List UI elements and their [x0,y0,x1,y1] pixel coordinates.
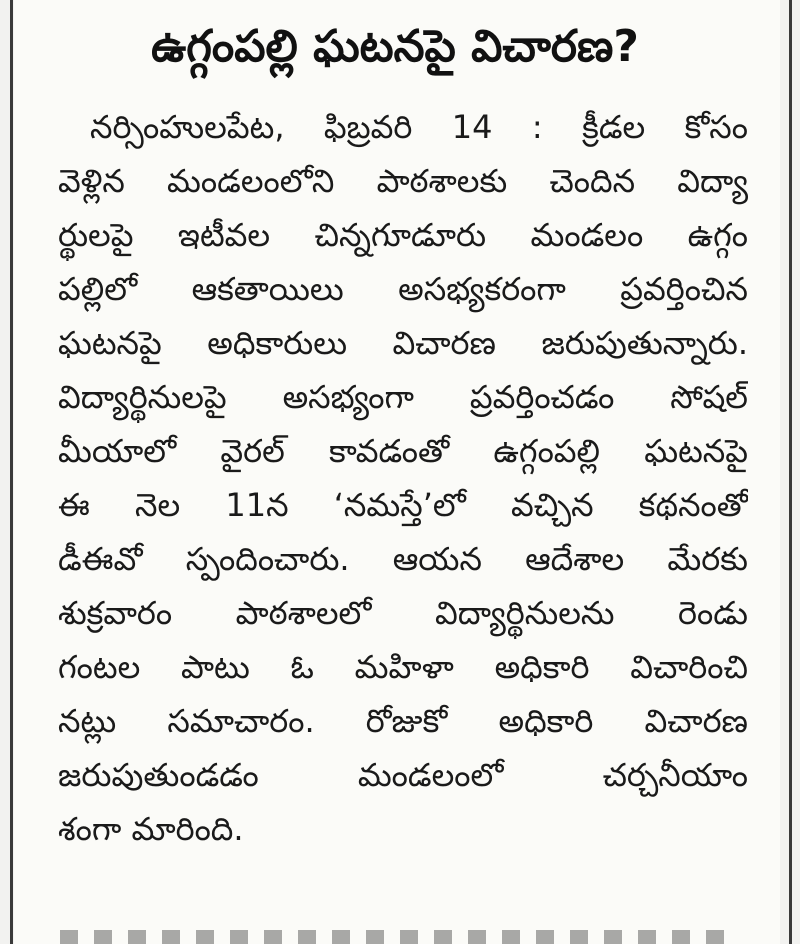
body-line: శుక్రవారం పాఠశాలలో విద్యార్థినులను రెండు [58,594,748,632]
body-line: ఈ నెల 11న ‘నమస్తే’లో వచ్చిన కథనంతో [58,486,748,524]
body-line: ఘటనపై అధికారులు విచారణ జరుపుతున్నారు. [58,324,748,362]
body-line: డీఈవో స్పందించారు. ఆయన ఆదేశాల మేరకు [58,540,748,578]
left-column-rule [10,0,13,944]
body-line: గంటల పాటు ఓ మహిళా అధికారి విచారించి [58,648,748,686]
body-line: నట్లు సమాచారం. రోజుకో అధికారి విచారణ [58,702,748,740]
body-line: మీయాలో వైరల్ కావడంతో ఉగ్గంపల్లి ఘటనపై [58,432,748,470]
right-column-rule [789,0,792,944]
body-line: వెళ్లిన మండలంలోని పాఠశాలకు చెందిన విద్యా [58,162,748,200]
body-line: ర్థులపై ఇటీవల చిన్నగూడూరు మండలం ఉగ్గం [58,216,748,254]
article-body [58,100,748,856]
body-line: పల్లిలో ఆకతాయిలు అసభ్యకరంగా ప్రవర్తించిన [58,270,748,308]
body-line: జరుపుతుండడం మండలంలో చర్చనీయాం [58,756,748,794]
body-line: శంగా మారింది. [58,810,244,848]
body-line: విద్యార్థినులపై అసభ్యంగా ప్రవర్తించడం సోషల్ [58,378,748,416]
body-line: నర్సింహులపేట, ఫిబ్రవరి 14 : క్రీడల కోసం [90,108,748,146]
next-article-bleed [60,930,740,944]
article-headline: ఉగ్గంపల్లి ఘటనపై విచారణ? [151,21,639,72]
